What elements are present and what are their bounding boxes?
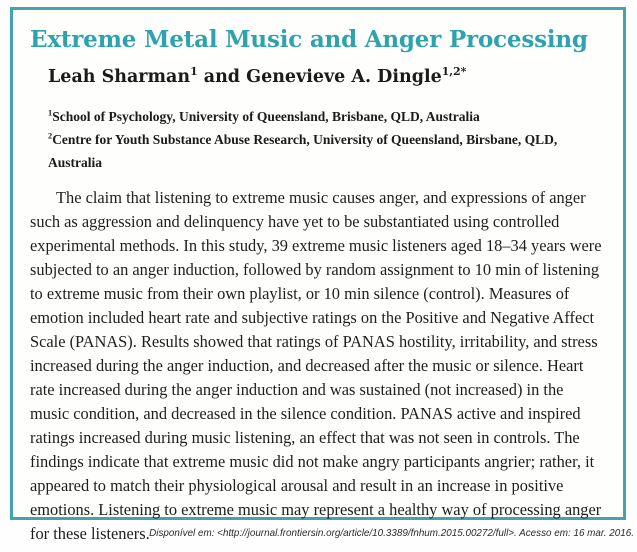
affiliation-line-2 [48, 128, 606, 174]
author-2-superscript: 1,2* [441, 65, 467, 79]
abstract-text: The claim that listening to extreme music causes anger, and expressions of anger such as aggression and delinquency have yet to be substantiated using controlled experimental methods. In this study, 39 extreme music listeners aged 18–34 years were subjected to an anger induction, followed by random assignment to 10 min of listening to extreme music from their own playlist, or 10 min silence (control). Measures of emotion included heart rate and subjective ratings on the Positive and Negative Affect Scale (PANAS). Results showed that ratings of PANAS hostility, irritability, and stress increased during the anger induction, and decreased after the music or silence. Heart rate increased during the anger induction and was sustained (not increased) in the music condition, and decreased in the silence condition. PANAS active and inspired ratings increased during music listening, an effect that was not seen in controls. The findings indicate that extreme music did not make angry participants angrier; rather, it appeared to match their physiological arousal and result in an increase in positive emotions. Listening to extreme music may represent a healthy way of processing anger for these listeners. [30, 188, 602, 543]
affiliation-1-text: School of Psychology, University of Queensland, Brisbane, QLD, Australia [52, 109, 480, 124]
article-title: Extreme Metal Music and Anger Processing [30, 26, 588, 53]
source-citation: Disponível em: <http://journal.frontiersin.org/article/10.3389/fnhum.2015.00272/full>. Acesso em: 16 mar. 2016. [149, 527, 635, 539]
author-1-superscript: 1 [190, 65, 198, 79]
affiliation-line-1 [48, 105, 606, 128]
affiliation-2-superscript: 2 [48, 131, 53, 141]
affiliation-1-superscript: 1 [48, 108, 53, 118]
author-name-2: and Genevieve A. Dingle [197, 67, 442, 87]
affiliation-2-text: Centre for Youth Substance Abuse Research, University of Queensland, Birsbane, QLD, Australia [48, 132, 558, 170]
affiliations-block [48, 105, 606, 174]
authors-line [48, 67, 606, 87]
author-name-1: Leah Sharman [48, 67, 191, 87]
